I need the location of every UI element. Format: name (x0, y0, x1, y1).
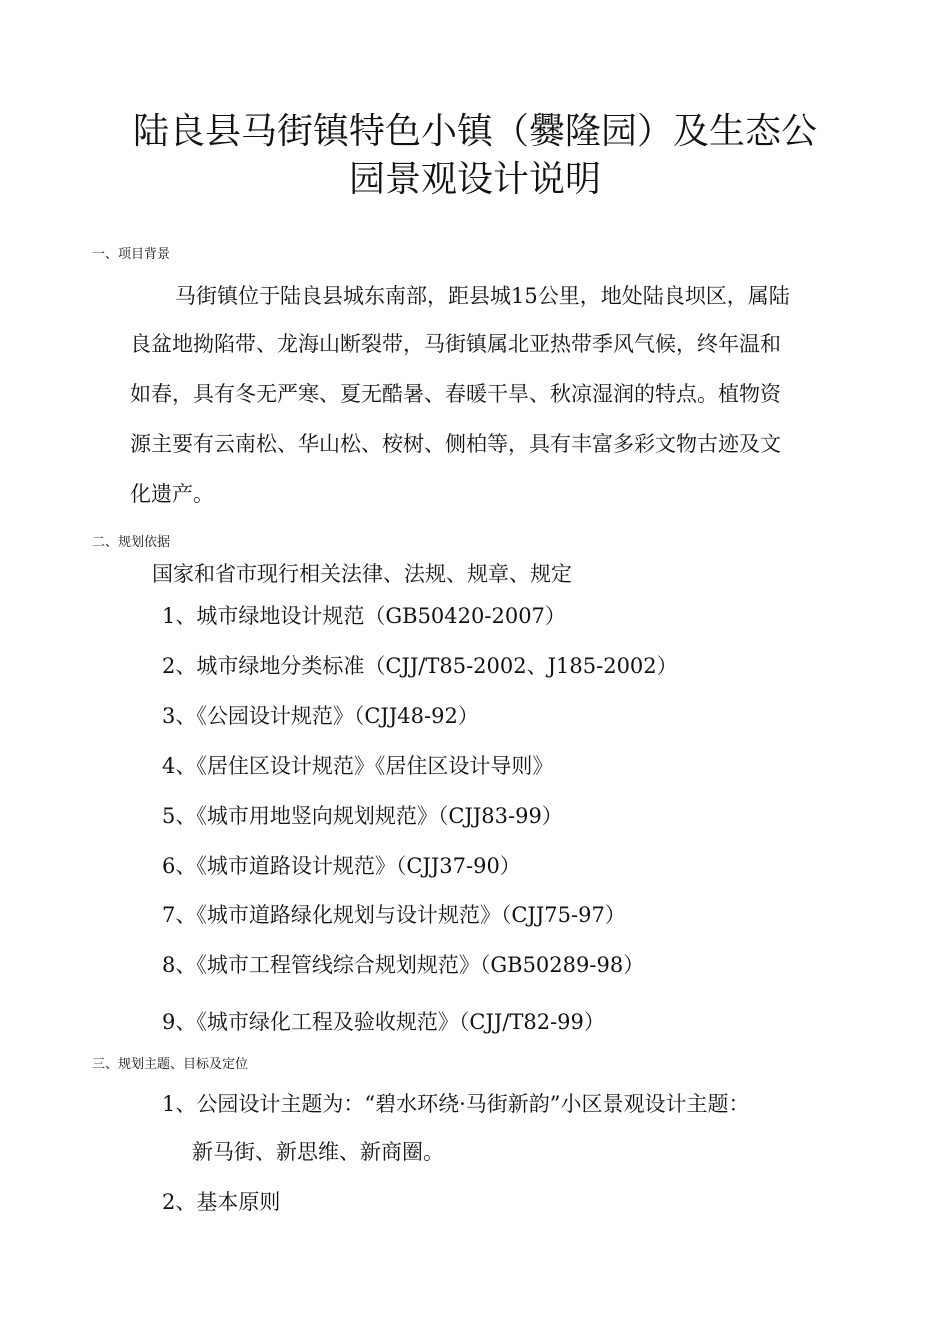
background-paragraph-line: 如春，具有冬无严寒、夏无酷暑、春暖干旱、秋凉湿润的特点。植物资 (130, 382, 781, 406)
background-paragraph-line: 马街镇位于陆良县城东南部，距县城15公里，地处陆良坝区，属陆 (175, 284, 790, 308)
document-title-line-2: 园景观设计说明 (348, 159, 601, 200)
section-heading-basis: 二、规划依据 (92, 535, 171, 550)
basis-list-item: 8、《城市工程管线综合规划规范》（GB50289-98） (162, 953, 645, 977)
basis-list-item: 4、《居住区设计规范》《居住区设计导则》 (162, 754, 554, 778)
section-heading-background: 一、项目背景 (92, 247, 171, 262)
basis-list-item: 3、《公园设计规范》（CJJ48-92） (162, 704, 479, 728)
background-paragraph-line: 良盆地拗陷带、龙海山断裂带，马街镇属北亚热带季风气候，终年温和 (130, 332, 781, 356)
background-paragraph-line: 化遗产。 (130, 482, 214, 506)
basis-list-item: 7、《城市道路绿化规划与设计规范》（CJJ75-97） (162, 903, 626, 927)
basis-list-item: 9、《城市绿化工程及验收规范》（CJJ/T82-99） (162, 1010, 605, 1034)
basis-list-item: 2、城市绿地分类标准（CJJ/T85-2002、J185-2002） (162, 654, 678, 678)
theme-item-1-line-2: 新马街、新思维、新商圈。 (192, 1140, 444, 1164)
basis-list-item: 1、城市绿地设计规范（GB50420-2007） (162, 604, 566, 628)
background-paragraph-line: 源主要有云南松、华山松、桉树、侧柏等，具有丰富多彩文物古迹及文 (130, 432, 781, 456)
basis-list-item: 6、《城市道路设计规范》（CJJ37-90） (162, 854, 521, 878)
basis-list-item: 5、《城市用地竖向规划规范》（CJJ83-99） (162, 804, 563, 828)
theme-item-2: 2、基本原则 (162, 1190, 281, 1214)
document-title-line-1: 陆良县马街镇特色小镇（爨隆园）及生态公 (132, 111, 817, 152)
basis-intro: 国家和省市现行相关法律、法规、规章、规定 (152, 562, 572, 586)
section-heading-theme: 三、规划主题、目标及定位 (92, 1057, 249, 1072)
theme-item-1-line-1: 1、公园设计主题为：“碧水环绕·马街新韵”小区景观设计主题： (162, 1092, 750, 1116)
